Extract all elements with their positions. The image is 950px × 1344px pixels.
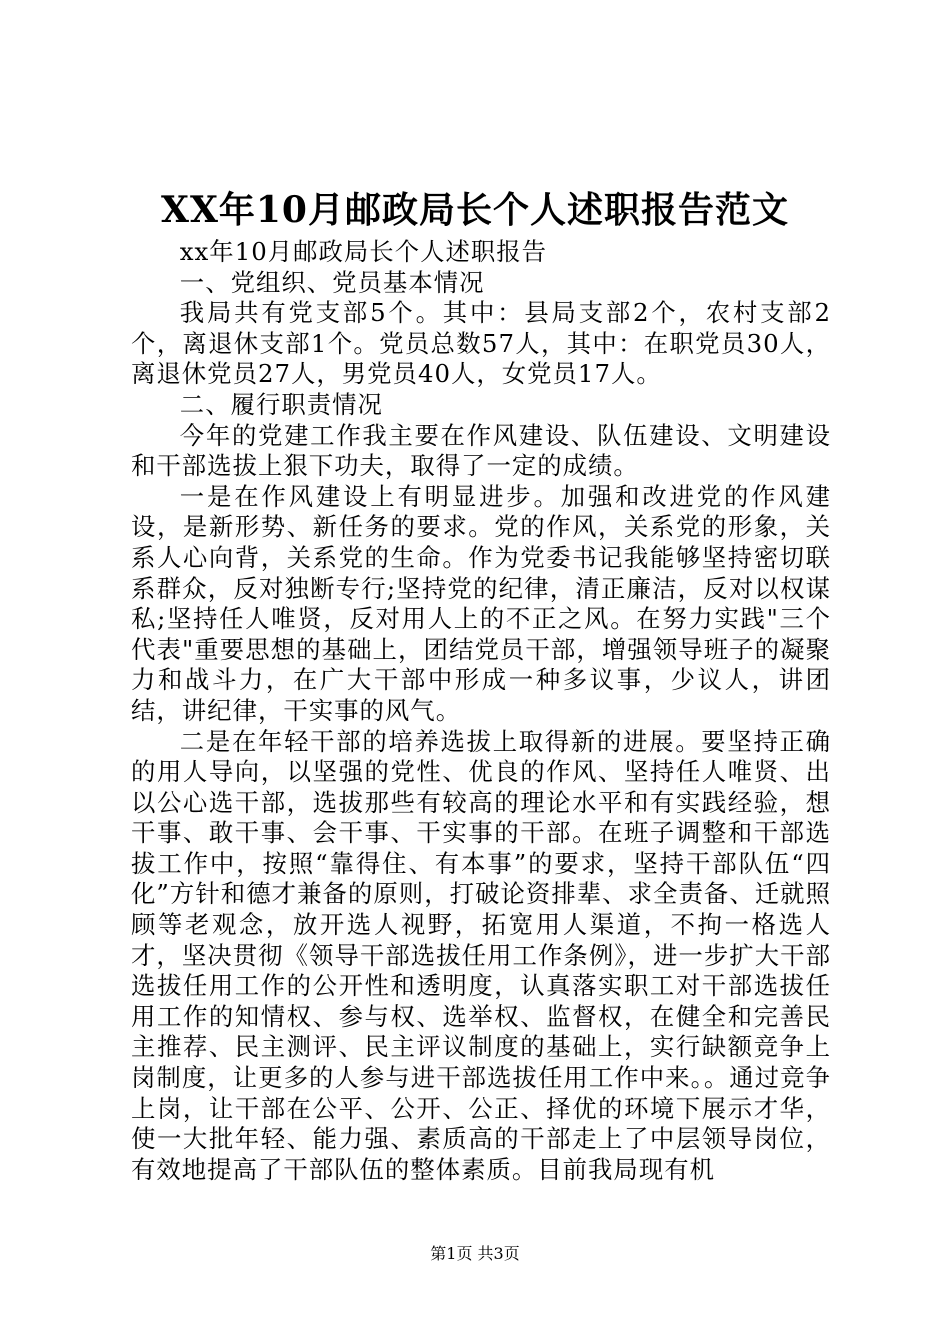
paragraph-section-one-heading: 一、党组织、党员基本情况 (179, 267, 485, 297)
paragraph-work-style: 一是在作风建设上有明显进步。加强和改进党的作风建设，是新形势、新任务的要求。党的作风，关系党的形象，关系人心向背，关系党的生命。作为党委书记我能够坚持密切联系群众，反对独断专行;坚持党的纪律，清正廉洁，反对以权谋私;坚持任人唯贤，反对用人上的不正之风。在努力实践"三个代表"重要思想的基础上，团结党员干部，增强领导班子的凝聚力和战斗力，在广大干部中形成一种多议事，少议人，讲团结，讲纪律，干实事的风气。 (131, 481, 831, 725)
document-title: XX年10月邮政局长个人述职报告范文 (161, 189, 789, 231)
paragraph-party-building-summary: 今年的党建工作我主要在作风建设、队伍建设、文明建设和干部选拔上狠下功夫，取得了一定的成绩。 (131, 420, 831, 481)
paragraph-young-cadres: 二是在年轻干部的培养选拔上取得新的进展。要坚持正确的用人导向，以坚强的党性、优良的作风、坚持任人唯贤、出以公心选干部，选拔那些有较高的理论水平和有实践经验，想干事、敢干事、会干事、干实事的干部。在班子调整和干部选拔工作中，按照“靠得住、有本事”的要求，坚持干部队伍“四化”方针和德才兼备的原则，打破论资排辈、求全责备、迁就照顾等老观念，放开选人视野，拓宽用人渠道，不拘一格选人才，坚决贯彻《领导干部选拔任用工作条例》，进一步扩大干部选拔任用工作的公开性和透明度，认真落实职工对干部选拔任用工作的知情权、参与权、选举权、监督权，在健全和完善民主推荐、民主测评、民主评议制度的基础上，实行缺额竞争上岗制度，让更多的人参与进干部选拔任用工作中来。。通过竞争上岗，让干部在公平、公开、公正、择优的环境下展示才华，使一大批年轻、能力强、素质高的干部走上了中层领导岗位，有效地提高了干部队伍的整体素质。目前我局现有机 (131, 726, 831, 1184)
page-number: 第1页 共3页 (430, 1244, 520, 1263)
paragraph-report-heading: xx年10月邮政局长个人述职报告 (179, 237, 548, 266)
paragraph-section-two-heading: 二、履行职责情况 (179, 389, 383, 419)
document-body (131, 237, 831, 1185)
paragraph-party-branch-stats: 我局共有党支部5个。其中：县局支部2个，农村支部2个，离退休支部1个。党员总数57人，其中：在职党员30人，离退休党员27人，男党员40人，女党员17人。 (131, 298, 831, 389)
